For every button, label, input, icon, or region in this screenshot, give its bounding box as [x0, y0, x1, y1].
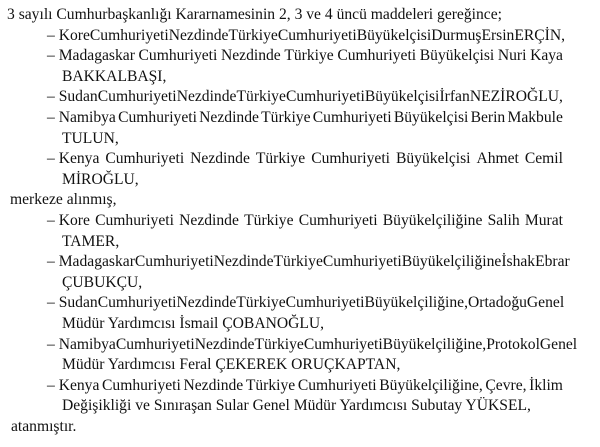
- word: Türkiye: [255, 150, 306, 168]
- word: Türkiye: [261, 109, 311, 126]
- appointed-item-continuation: TAMER,: [62, 232, 120, 250]
- word: Genel: [526, 294, 565, 312]
- recalled-item-line: [47, 87, 563, 107]
- word: Nezdinde: [176, 88, 237, 106]
- word: Büyükelçisi: [364, 88, 440, 106]
- word: Büyükelçiliğine,: [364, 294, 469, 312]
- word: Cumhuriyeti: [134, 253, 214, 271]
- word: Türkiye: [236, 88, 286, 106]
- appointed-item-line: [47, 376, 563, 396]
- word: Ahmet: [476, 150, 519, 168]
- appointed-item-line: [47, 252, 570, 272]
- word: Türkiye: [273, 253, 323, 271]
- word: – Kore: [47, 26, 90, 44]
- word: İklim: [529, 376, 563, 394]
- recalled-item-line: [47, 108, 563, 128]
- word: Cumhuriyeti: [311, 150, 391, 168]
- word: – Kenya: [47, 150, 100, 168]
- word: Büyükelçisi: [419, 47, 495, 65]
- word: Büyükelçiliğine,: [379, 376, 483, 394]
- word: Cumhuriyeti: [285, 294, 365, 312]
- word: Türkiye: [228, 26, 278, 44]
- recalled-item-line: [47, 46, 563, 66]
- word: Çevre,: [485, 376, 527, 394]
- word: Cumhuriyeti: [102, 376, 181, 394]
- word: – Sudan: [47, 294, 98, 312]
- word: Cumhuriyeti: [118, 109, 197, 126]
- word: – Kore: [47, 212, 90, 229]
- word: – Kenya: [47, 376, 100, 394]
- word: – Namibya: [47, 335, 116, 353]
- word: Cumhuriyeti: [297, 376, 377, 394]
- word: – Madagaskar: [47, 253, 135, 271]
- word: Cumhuriyeti: [97, 88, 177, 106]
- word: Büyükelçisi: [395, 150, 471, 168]
- word: Cumhuriyeti: [97, 294, 177, 312]
- word: Türkiye: [254, 335, 304, 353]
- word: – Sudan: [47, 88, 98, 106]
- word: Nezdinde: [176, 294, 237, 312]
- appointed-item-continuation: Müdür Yardımcısı Feral ÇEKEREK ORUÇKAPTAN,: [62, 356, 401, 374]
- word: Büyükelçiliğine: [401, 253, 502, 271]
- word: Ebrar: [535, 253, 570, 271]
- word: Nezdinde: [220, 47, 281, 65]
- word: Salih: [487, 212, 520, 229]
- word: İrfan: [439, 88, 470, 106]
- appointed-item-continuation: Müdür Yardımcısı İsmail ÇOBANOĞLU,: [62, 315, 325, 332]
- word: Türkiye: [236, 294, 286, 312]
- word: Makbule: [507, 109, 563, 126]
- recalled-item-line: [47, 149, 563, 169]
- word: Cumhuriyeti: [322, 253, 402, 271]
- word: İshak: [501, 253, 536, 271]
- word: Büyükelçisi: [393, 109, 469, 126]
- word: Cumhuriyeti: [115, 335, 195, 353]
- word: Berin: [470, 109, 506, 126]
- word: – Madagaskar: [47, 47, 135, 65]
- word: Nezdinde: [194, 335, 255, 353]
- word: Cemil: [524, 150, 563, 168]
- appointed-item-continuation: Değişikliği ve Sınıraşan Sular Genel Müdür Yardımcısı Subutay YÜKSEL,: [62, 397, 531, 415]
- word: Nezdinde: [168, 26, 229, 44]
- word: Nezdinde: [199, 109, 259, 126]
- word: Cumhuriyeti: [298, 212, 378, 229]
- word: Cumhuriyeti: [277, 26, 357, 44]
- word: Ersin: [481, 26, 515, 44]
- middle-phrase: merkeze alınmış,: [10, 191, 117, 209]
- word: Nuri: [497, 47, 527, 65]
- word: Türkiye: [245, 376, 296, 394]
- closing-phrase: atanmıştır.: [11, 418, 77, 435]
- word: Cumhuriyeti: [105, 150, 185, 168]
- word: Murat: [524, 212, 563, 229]
- word: NEZİROĞLU,: [469, 88, 563, 106]
- word: Nezdinde: [179, 212, 239, 229]
- word: Cumhuriyeti: [303, 335, 383, 353]
- word: Büyükelçisi: [356, 26, 432, 44]
- recalled-item-continuation: BAKKALBAŞI,: [62, 67, 167, 85]
- word: Cumhuriyeti: [285, 88, 365, 106]
- recalled-item-continuation: TULUN,: [62, 129, 119, 147]
- word: Genel: [539, 335, 578, 353]
- word: Nezdinde: [190, 150, 250, 168]
- appointed-item-continuation: ÇUBUKÇU,: [62, 273, 143, 291]
- word: Cumhuriyeti: [138, 47, 218, 65]
- word: Cumhuriyeti: [89, 26, 169, 44]
- word: Büyükelçiliğine,: [382, 335, 487, 353]
- word: Cumhuriyeti: [95, 212, 174, 229]
- word: – Namibya: [47, 109, 116, 126]
- appointed-item-line: [47, 335, 578, 355]
- word: Nezdinde: [213, 253, 274, 271]
- word: ERÇİN,: [514, 26, 566, 44]
- word: Cumhuriyeti: [337, 47, 417, 65]
- word: Protokol: [486, 335, 540, 353]
- word: Büyükelçiliğine: [382, 212, 483, 229]
- intro-paragraph: 3 sayılı Cumhurbaşkanlığı Kararnamesinin 2, 3 ve 4 üncü maddeleri gereğince;: [7, 6, 502, 23]
- appointed-item-line: [47, 293, 563, 313]
- recalled-item-line: [47, 26, 566, 46]
- appointed-item-line: [47, 211, 563, 231]
- recalled-item-continuation: MİROĞLU,: [62, 170, 139, 188]
- word: Kaya: [530, 47, 563, 65]
- word: Türkiye: [284, 47, 334, 65]
- word: Türkiye: [244, 212, 294, 229]
- word: Durmuş: [431, 26, 482, 44]
- word: Cumhuriyeti: [312, 109, 392, 126]
- word: Nezdinde: [183, 376, 244, 394]
- word: Ortadoğu: [468, 294, 527, 312]
